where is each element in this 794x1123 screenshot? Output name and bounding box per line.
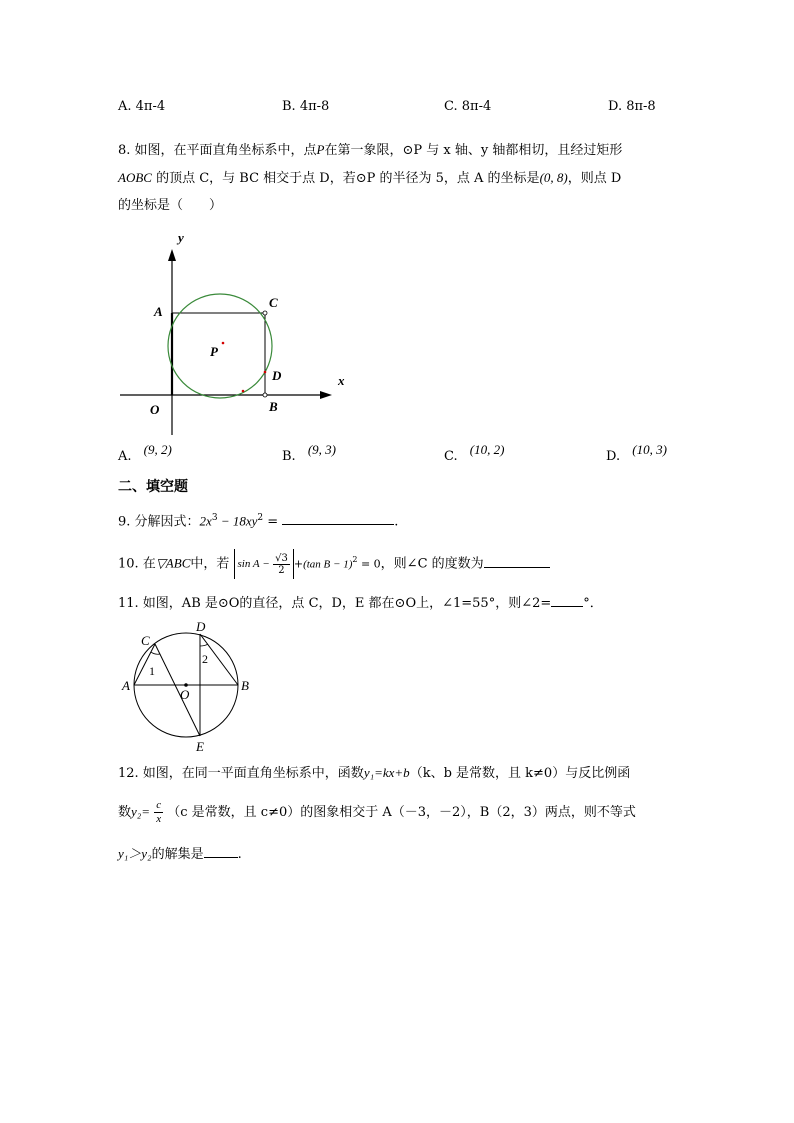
q10-triangle: ▽ABC [155, 555, 191, 571]
label-angle-1: 1 [149, 664, 155, 678]
x-axis-arrow [320, 391, 332, 399]
q9-expr-a-sup: 3 [211, 513, 218, 523]
q10-tan-sup: 2 [352, 555, 358, 565]
q9-expr-a: 2x [199, 513, 212, 529]
q10-tan: (tan B − 1) [303, 558, 353, 571]
q12-y2-expr: y₂= [131, 804, 151, 819]
q8-line2-b: 的顶点 C，与 BC 相交于点 D，若⊙P 的半径为 5，点 A 的坐标是 [156, 171, 540, 186]
label-x: x [338, 373, 345, 388]
q8-point-p: P [316, 142, 325, 157]
q12-fraction [154, 799, 163, 826]
label-b: B [269, 399, 278, 414]
label-e: E [196, 739, 204, 754]
angle-2-arc [200, 644, 208, 646]
q8-line-1 [118, 141, 622, 160]
q8-option-b [282, 442, 336, 464]
q8-line1-b: 在第一象限，⊙P 与 x 轴、y 轴都相切，且经过矩形 [324, 143, 623, 158]
q9-label: 9. 分解因式： [118, 514, 200, 530]
q10-label: 10. 在 [118, 556, 156, 572]
label-p: P [210, 344, 218, 359]
circle-p [168, 294, 272, 398]
q8-option-b-value: (9, 3) [307, 442, 336, 457]
q10-frac-den: 2 [278, 564, 285, 576]
q8-line1-a: 8. 如图，在平面直角坐标系中，点 [118, 143, 317, 158]
q10-line [118, 549, 550, 579]
label-a: A [122, 678, 130, 693]
q8-option-c-value: (10, 2) [469, 442, 505, 457]
q8-line-3: 的坐标是（ ） [118, 198, 223, 213]
q8-figure [110, 225, 360, 440]
label-a: A [154, 304, 163, 319]
q12-answer-blank[interactable] [204, 843, 238, 858]
q7-option-d: D. 8π-8 [608, 99, 656, 114]
point-d-dot [264, 371, 267, 374]
point-b-dot [263, 393, 267, 397]
q9-answer-blank[interactable] [282, 510, 394, 525]
q12-line3-b: 的解集是 [151, 847, 204, 862]
label-c: C [141, 633, 150, 648]
point-c-dot [263, 311, 267, 315]
label-o: O [180, 687, 190, 702]
q9-expr-b-sup: 2 [257, 513, 264, 523]
q10-tail: ，则∠C 的度数为 [380, 556, 484, 572]
q12-line3-c: . [237, 847, 242, 862]
q8-line2-d: ，则点 D [567, 171, 622, 186]
q8-option-d [606, 442, 667, 464]
tangent-point-dot [242, 390, 245, 393]
q10-frac-num: √3 [275, 552, 288, 564]
q9-expr-c: = [263, 514, 283, 530]
q10-plus: + [293, 557, 304, 571]
q9-line [118, 509, 398, 531]
q8-option-d-label: D. [606, 449, 621, 464]
q8-rect-name: AOBC [118, 170, 152, 185]
label-d: D [272, 368, 282, 383]
q10-mid: 中，若 [190, 556, 230, 572]
q8-option-c-label: C. [444, 449, 458, 464]
section-title: 二、填空题 [118, 479, 188, 495]
q11-line [118, 592, 603, 613]
q12-line1-a: 12. 如图，在同一平面直角坐标系中，函数 [118, 766, 364, 781]
q12-line-3 [118, 843, 242, 864]
q9-end: . [394, 514, 399, 530]
q9-expr-b: − 18xy [217, 513, 258, 529]
point-p-dot [222, 342, 225, 345]
q8-line-2 [118, 169, 621, 188]
q7-option-b: B. 4π-8 [282, 99, 330, 114]
label-c: C [269, 295, 278, 310]
q11-figure [118, 618, 260, 754]
q8-option-c [444, 442, 505, 464]
q11-text-b: °． [583, 596, 603, 611]
q12-inequality: y₁＞y₂ [118, 846, 152, 861]
chord-ce [155, 644, 200, 736]
label-o: O [150, 402, 160, 417]
q7-option-a: A. 4π-4 [118, 99, 166, 114]
q12-line1-b: （k、b 是常数，且 k≠0）与反比例函 [409, 766, 631, 781]
rectangle-aobc [172, 313, 265, 395]
q8-option-b-label: B. [282, 449, 296, 464]
q11-text-a: 11. 如图，AB 是⊙O的直径，点 C，D，E 都在⊙O上，∠1=55°，则∠2= [118, 596, 552, 611]
q10-fraction [273, 553, 290, 576]
q8-option-a-value: (9, 2) [143, 442, 172, 457]
q12-frac-den: x [156, 813, 162, 825]
label-angle-2: 2 [202, 652, 208, 666]
y-axis-arrow [168, 249, 176, 261]
q8-option-a-label: A. [118, 449, 132, 464]
q12-line2-a: 数 [118, 805, 132, 820]
q10-answer-blank[interactable] [484, 553, 550, 568]
q8-option-a [118, 442, 172, 464]
label-y: y [178, 230, 184, 245]
q8-coord-a: (0, 8) [539, 170, 568, 185]
q12-line-1 [118, 764, 630, 783]
label-d: D [196, 619, 206, 634]
q11-answer-blank[interactable] [551, 592, 583, 607]
q12-y1-expr: y₁=kx+b [363, 765, 410, 780]
q10-abs-expr [234, 549, 294, 579]
q12-frac-num: c [156, 799, 162, 811]
q10-eq: = 0 [357, 557, 381, 571]
q8-option-d-value: (10, 3) [632, 442, 667, 457]
q7-option-c: C. 8π-4 [444, 99, 492, 114]
label-b: B [241, 678, 249, 693]
q12-line-2 [118, 799, 636, 826]
q12-line2-b: （c 是常数，且 c≠0）的图象相交于 A（－3，－2），B（2，3）两点，则不等式 [167, 805, 636, 820]
q10-sin: sin A − [237, 558, 270, 570]
